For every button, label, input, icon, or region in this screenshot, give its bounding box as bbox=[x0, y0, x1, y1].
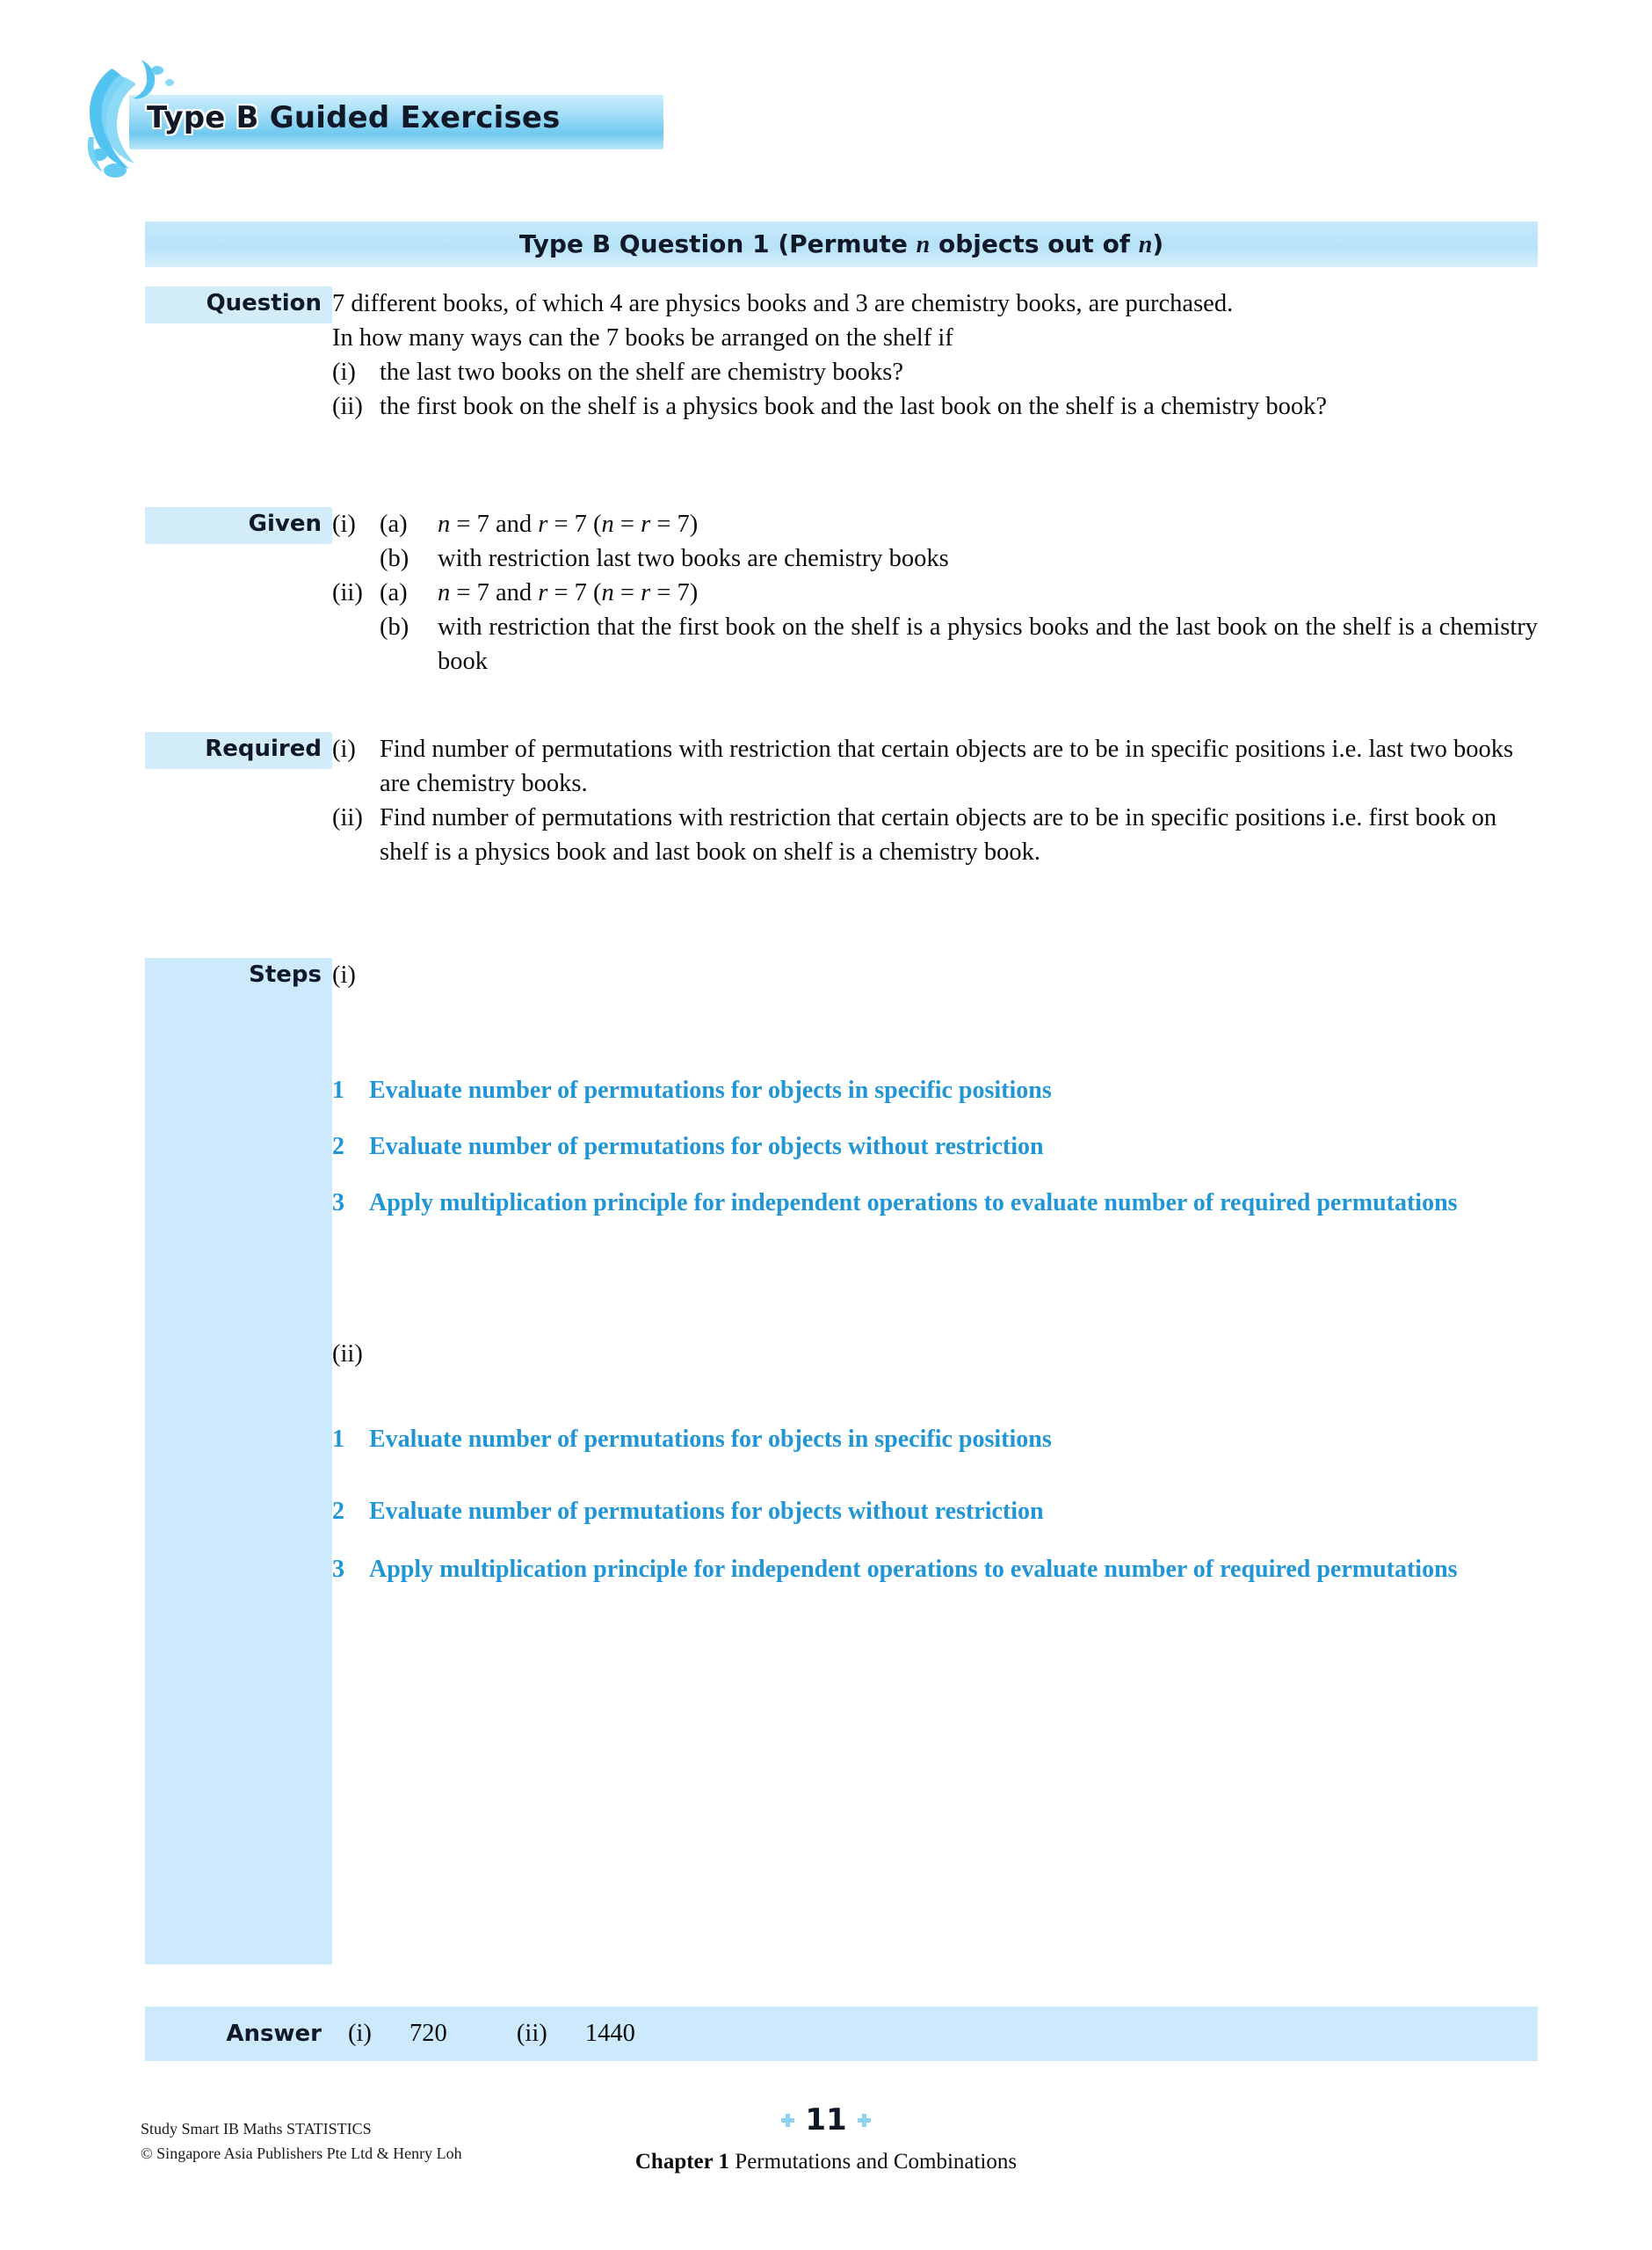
given-row bbox=[145, 507, 1538, 679]
question-row bbox=[145, 287, 1538, 424]
question-body bbox=[332, 287, 1538, 424]
given-group bbox=[332, 507, 1538, 576]
answer-row bbox=[145, 2007, 1538, 2061]
step-text: Evaluate number of permutations for objects without restriction bbox=[369, 1498, 1044, 1525]
steps-body bbox=[332, 958, 1538, 1587]
title-prefix: Type B Question 1 (Permute bbox=[518, 229, 917, 258]
footer-chapter bbox=[0, 2150, 1652, 2174]
steps-part-roman: (ii) bbox=[332, 1340, 363, 1368]
given-sub-item bbox=[380, 541, 1538, 576]
question-item-text: the first book on the shelf is a physics book and the last book on the shelf is a chemistry book? bbox=[380, 393, 1328, 420]
question-item bbox=[332, 355, 1538, 389]
step-text: Evaluate number of permutations for objects in specific positions bbox=[369, 1426, 1052, 1453]
required-item-text: Find number of permutations with restriction that certain objects are to be in specific positions i.e. first book on shelf is a physics book and last book on shelf is a chemistry book. bbox=[380, 804, 1497, 866]
given-sub-item bbox=[380, 576, 1538, 610]
required-row bbox=[145, 732, 1538, 869]
question-label: Question bbox=[145, 287, 332, 323]
page-number-value: 11 bbox=[805, 2102, 847, 2138]
answer-values bbox=[332, 2020, 699, 2048]
question-title-text bbox=[519, 229, 1163, 259]
question-title-strip bbox=[145, 221, 1538, 267]
given-sub-item bbox=[380, 610, 1538, 679]
footer-copyright: © Singapore Asia Publishers Pte Ltd & Henry Loh bbox=[141, 2145, 462, 2162]
answer-value-i: (i) 720 bbox=[348, 2020, 447, 2047]
answer-label: Answer bbox=[226, 2021, 322, 2047]
question-item bbox=[332, 389, 1538, 424]
given-sub-text: with restriction that the first book on the shelf is a physics books and the last book on the shelf is a chemistry book bbox=[438, 613, 1538, 675]
section-banner bbox=[66, 95, 663, 155]
required-item bbox=[332, 801, 1538, 869]
given-sub-letter: (a) bbox=[380, 511, 408, 538]
step-item bbox=[332, 1186, 1538, 1221]
given-sub-letter: (b) bbox=[380, 545, 409, 572]
given-sub-letter: (b) bbox=[380, 613, 409, 641]
footer-chapter-label: Chapter 1 bbox=[634, 2150, 730, 2174]
footer-page-number-wrap bbox=[0, 2102, 1652, 2138]
step-item bbox=[332, 1494, 1538, 1529]
given-sub-text: n = 7 and r = 7 (n = r = 7) bbox=[438, 511, 699, 538]
page-footer bbox=[0, 2102, 1652, 2213]
given-sub-text: n = 7 and r = 7 (n = r = 7) bbox=[438, 579, 699, 606]
step-number: 1 bbox=[332, 1426, 344, 1453]
answer-value-ii: (ii) 1440 bbox=[516, 2020, 635, 2047]
step-number: 3 bbox=[332, 1556, 344, 1583]
title-mid: objects out of bbox=[930, 229, 1139, 258]
required-item-text: Find number of permutations with restriction that certain objects are to be in specific positions i.e. last two books are chemistry books. bbox=[380, 736, 1514, 797]
step-number: 2 bbox=[332, 1133, 344, 1160]
step-text: Evaluate number of permutations for objects in specific positions bbox=[369, 1077, 1052, 1104]
question-item-text: the last two books on the shelf are chemistry books? bbox=[380, 359, 903, 386]
step-item bbox=[332, 1552, 1538, 1587]
step-number: 3 bbox=[332, 1189, 344, 1216]
given-group-body bbox=[380, 507, 1538, 576]
required-item-roman: (ii) bbox=[332, 804, 363, 831]
banner-section-label: Guided Exercises bbox=[269, 100, 561, 135]
question-item-roman: (i) bbox=[332, 359, 356, 386]
steps-part-roman: (i) bbox=[332, 962, 356, 989]
diamond-ornament-icon bbox=[858, 2114, 871, 2127]
required-item-roman: (i) bbox=[332, 736, 356, 763]
steps-background-column bbox=[145, 958, 332, 1964]
required-body bbox=[332, 732, 1538, 869]
footer-chapter-title: Permutations and Combinations bbox=[735, 2150, 1018, 2174]
diamond-ornament-icon bbox=[781, 2114, 794, 2127]
question-item-roman: (ii) bbox=[332, 393, 363, 420]
question-line-2: In how many ways can the 7 books be arranged on the shelf if bbox=[332, 324, 953, 352]
footer-book-title: Study Smart IB Maths STATISTICS bbox=[141, 2120, 372, 2138]
title-var-n2: n bbox=[1138, 231, 1153, 258]
given-roman: (i) bbox=[332, 511, 356, 538]
title-suffix: ) bbox=[1152, 229, 1164, 258]
given-roman: (ii) bbox=[332, 579, 363, 606]
given-group bbox=[332, 576, 1538, 679]
step-number: 1 bbox=[332, 1077, 344, 1104]
banner-type-label: Type B bbox=[147, 100, 259, 135]
required-label: Required bbox=[145, 732, 332, 769]
given-group-body bbox=[380, 576, 1538, 679]
given-body bbox=[332, 507, 1538, 679]
given-label: Given bbox=[145, 507, 332, 544]
question-line-1: 7 different books, of which 4 are physics books and 3 are chemistry books, are purchased. bbox=[332, 290, 1234, 317]
step-item bbox=[332, 1073, 1538, 1108]
step-text: Apply multiplication principle for independent operations to evaluate number of required permutations bbox=[369, 1556, 1458, 1583]
banner-title bbox=[147, 100, 561, 135]
required-item bbox=[332, 732, 1538, 801]
step-item bbox=[332, 1422, 1538, 1457]
step-text: Evaluate number of permutations for objects without restriction bbox=[369, 1133, 1044, 1160]
step-text: Apply multiplication principle for independent operations to evaluate number of required permutations bbox=[369, 1189, 1458, 1216]
steps-label: Steps bbox=[249, 962, 322, 988]
title-var-n1: n bbox=[916, 231, 931, 258]
step-number: 2 bbox=[332, 1498, 344, 1525]
given-sub-item bbox=[380, 507, 1538, 541]
given-sub-text: with restriction last two books are chemistry books bbox=[438, 545, 949, 572]
page-number bbox=[781, 2102, 870, 2138]
step-item bbox=[332, 1129, 1538, 1165]
given-sub-letter: (a) bbox=[380, 579, 408, 606]
